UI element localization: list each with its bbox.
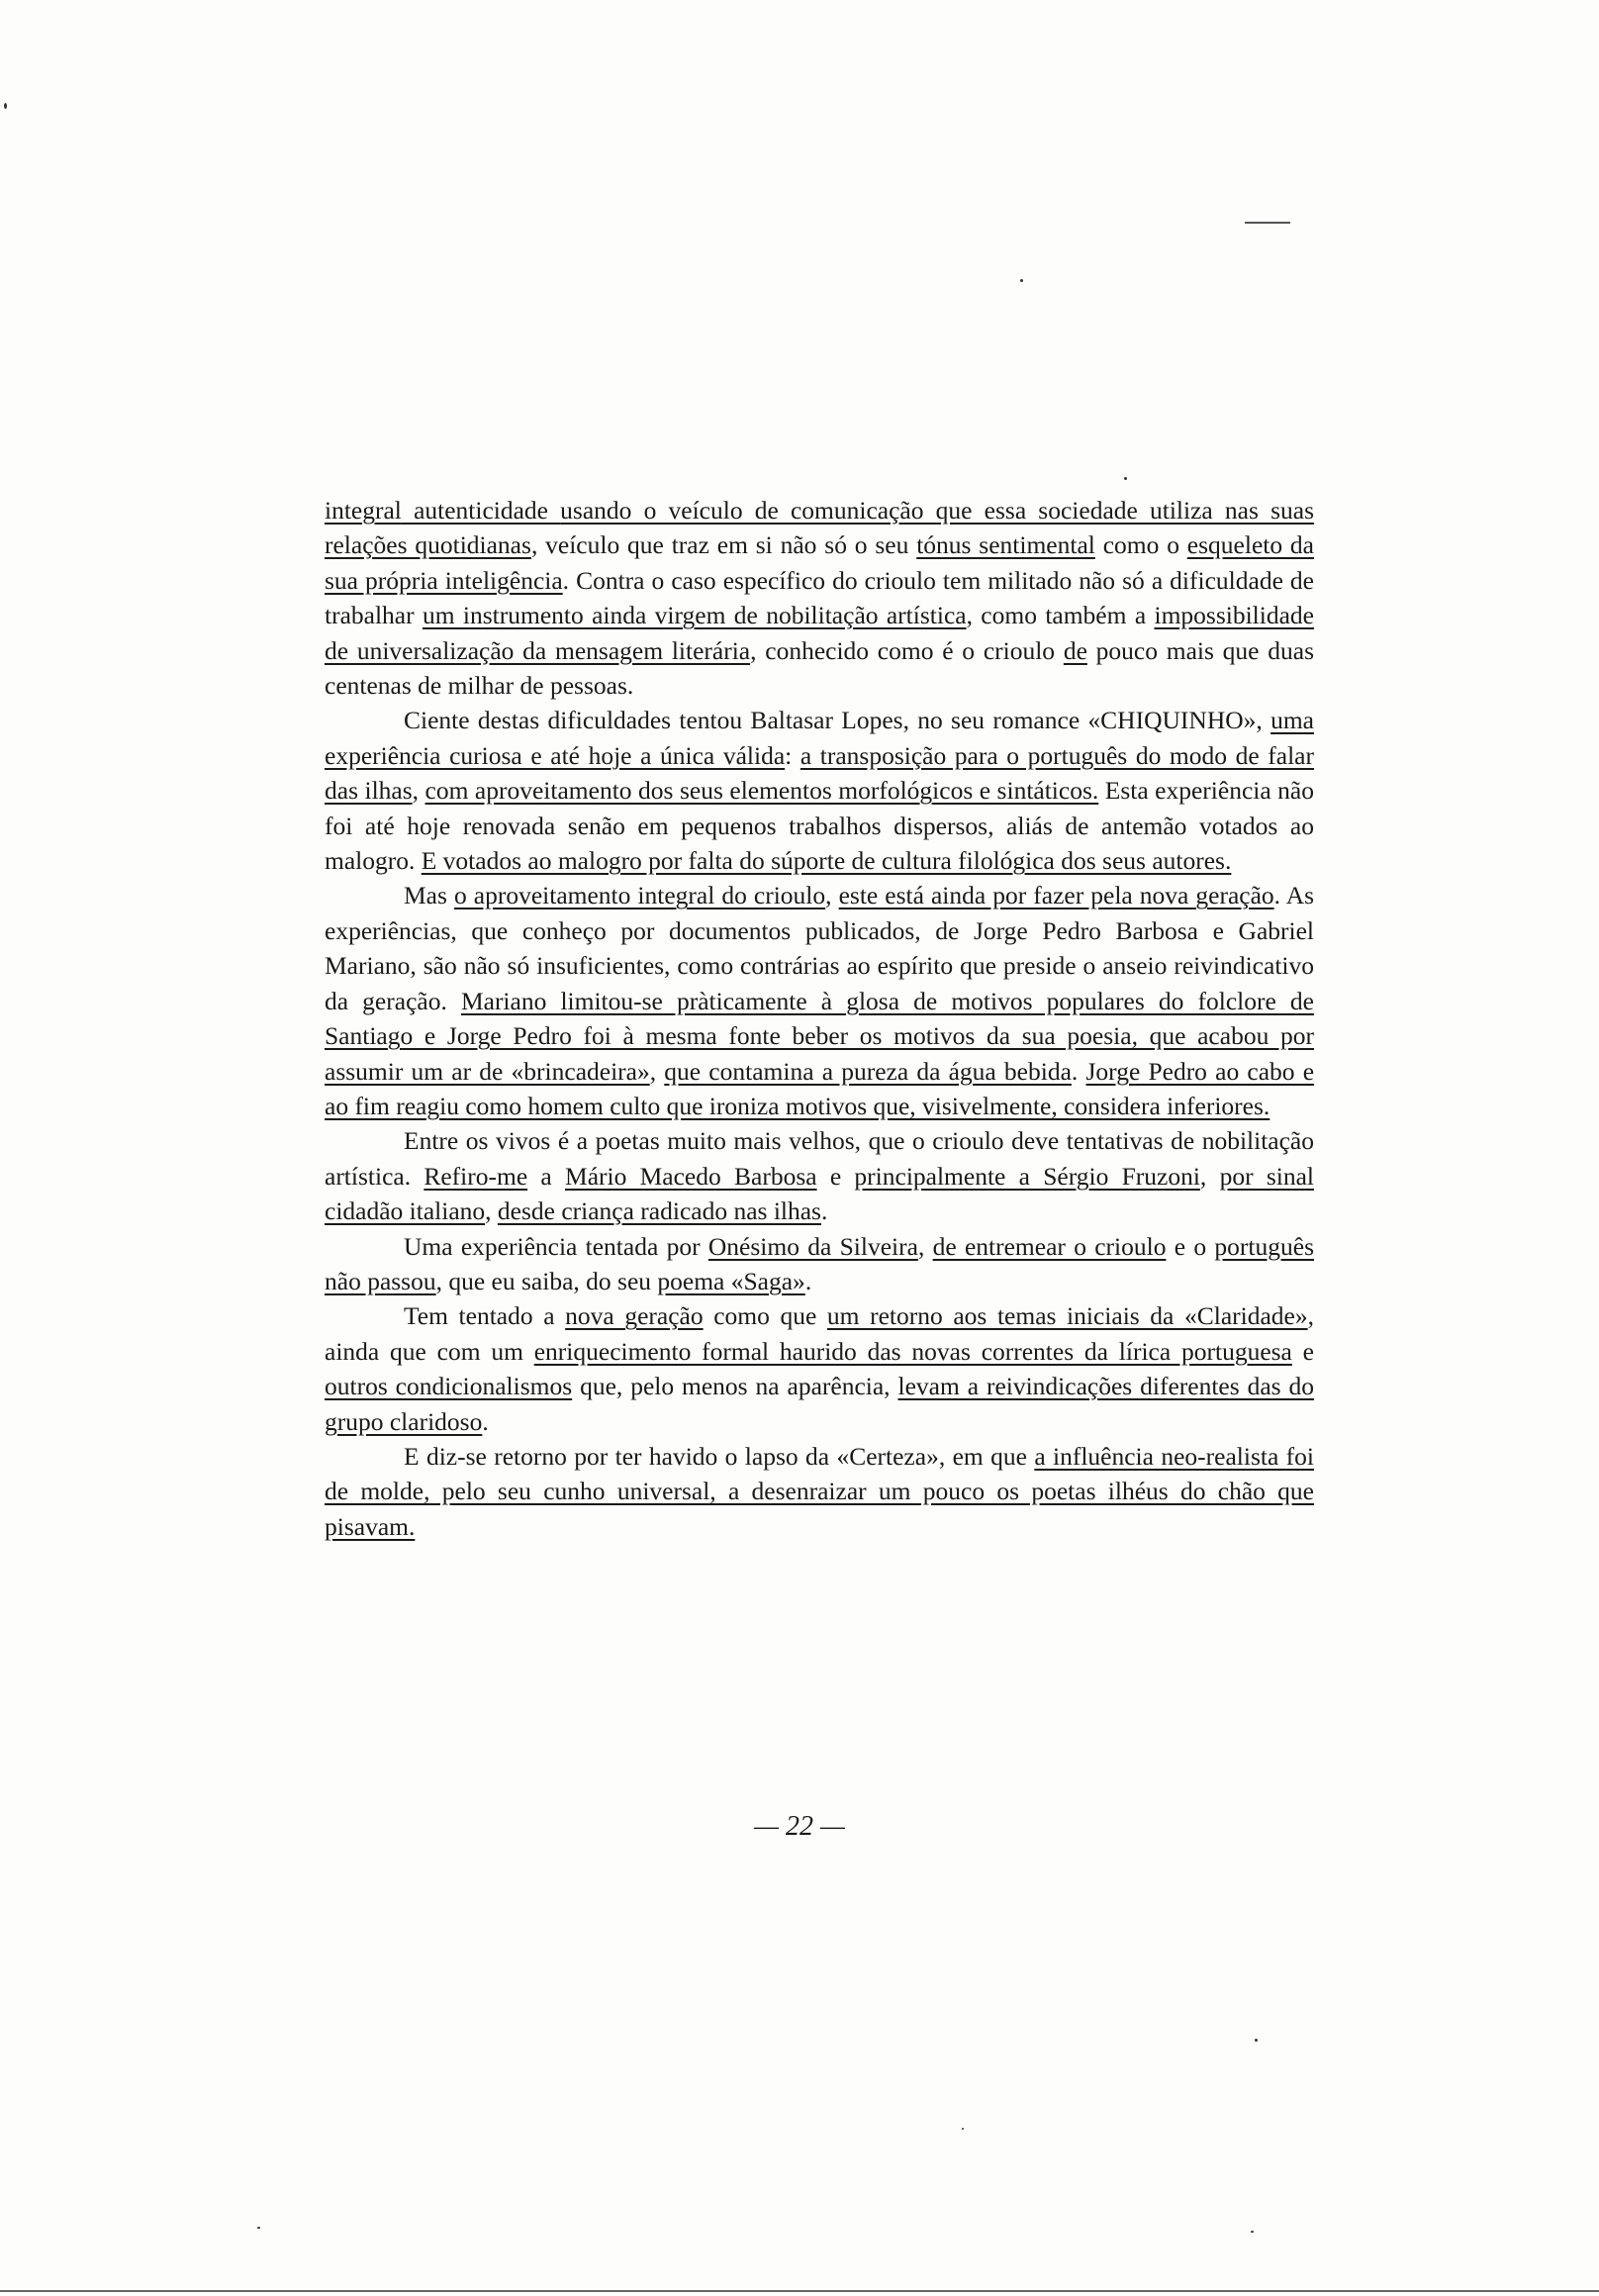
page-bottom-edge — [0, 2290, 1599, 2292]
underlined-text: o aproveitamento integral do crioulo — [453, 881, 826, 910]
underlined-text: usando o veículo de — [560, 496, 791, 525]
underlined-text: português não passou — [325, 1231, 1314, 1295]
underlined-text: um retorno aos temas iniciais da «Claridade» — [826, 1301, 1308, 1331]
paragraph — [325, 493, 1314, 703]
text-run: , conhecido como é o crioulo — [750, 635, 1064, 665]
text-run: : — [785, 740, 800, 770]
scan-speck — [4, 103, 7, 109]
scan-speck — [1020, 279, 1023, 282]
scan-speck — [1251, 2231, 1254, 2233]
scan-speck — [257, 2227, 260, 2229]
page-number: — 22 — — [754, 1811, 845, 1842]
underlined-text: desde criança radicado nas ilhas — [497, 1196, 821, 1226]
paragraph — [325, 1298, 1314, 1439]
underlined-text: a influência neo-realista foi de molde, pelo seu cunho universal, a desenraizar um pouco os poetas ilhéus do chão que pisavam. — [325, 1441, 1314, 1541]
text-run: , que eu saiba, do seu — [435, 1266, 658, 1295]
paragraph — [325, 1439, 1314, 1544]
text-run: , — [917, 1231, 933, 1261]
text-run: , ainda que com um — [325, 1301, 1314, 1366]
text-run: Ciente destas dificuldades tentou Baltasar Lopes, no seu romance «CHIQUINHO», — [404, 706, 1271, 735]
underlined-text: levam a reivindicações diferentes das do grupo claridoso — [325, 1372, 1314, 1436]
text-run: . As experiências, que conheço por documentos publicados, de Jorge Pedro Barbosa e Gabriel Mariano, são não só insuficientes, como contrárias ao espírito que preside o anseio reivindicativo da geração. — [325, 881, 1315, 1015]
scan-speck — [1255, 2039, 1258, 2042]
text-run: Uma experiência tentada por — [404, 1231, 708, 1261]
text-run: como que — [703, 1301, 827, 1331]
text-run: . — [804, 1266, 812, 1295]
paragraph — [325, 878, 1314, 1123]
underlined-text: autenticidade — [401, 496, 561, 525]
paragraph — [325, 1229, 1314, 1299]
text-run: . — [1071, 1056, 1086, 1086]
text-run: pouco mais que duas centenas de milhar de pessoas. — [325, 635, 1314, 701]
text-run: Esta experiência não foi até hoje renovada senão em pequenos trabalhos dispersos, aliás de antemão votados ao malogro. — [325, 776, 1314, 876]
text-run: Mas — [404, 881, 454, 910]
underlined-text: uma experiência curiosa e até hoje a única válida — [325, 706, 1314, 770]
text-run: E diz-se retorno por ter havido o lapso da «Certeza», em que — [404, 1441, 1035, 1471]
underlined-text: Mário Macedo Barbosa — [565, 1161, 817, 1191]
underlined-text: este está ainda por fazer pela nova geração — [838, 881, 1274, 910]
text-run: Entre os vivos é a poetas muito mais velhos, que o crioulo deve tentativas de nobilitação artística. — [325, 1126, 1314, 1191]
text-run: a — [527, 1161, 566, 1191]
underlined-text: esqueleto da sua própria inteligência — [325, 530, 1315, 595]
text-run: e o — [1166, 1231, 1215, 1261]
text-run: Tem tentado a — [404, 1301, 566, 1331]
underlined-text: comunicação que essa sociedade utiliza nas suas relações quotidianas — [325, 496, 1314, 560]
underlined-text: Mariano limitou-se pràticamente à glosa de motivos populares do folclore de Santiago e Jorge Pedro foi à mesma fonte beber os motivos da sua poesia, que acabou por assumir um ar de «brincadeira» — [325, 986, 1314, 1086]
underlined-text: de — [1063, 635, 1087, 665]
text-run: , — [412, 776, 425, 806]
scan-speck — [1124, 477, 1127, 480]
underlined-text: por sinal cidadão italiano — [325, 1161, 1314, 1226]
scan-speck — [962, 2128, 964, 2130]
text-run: , — [485, 1196, 498, 1226]
underlined-text: um instrumento ainda virgem de nobilitação artística — [422, 601, 967, 630]
body-text — [325, 493, 1314, 1544]
underlined-text: integral — [325, 496, 402, 525]
text-run: , como também a — [966, 601, 1155, 630]
underlined-text: Refiro-me — [423, 1161, 528, 1191]
text-run: . Contra o caso específico do crioulo tem militado não só a dificuldade de trabalhar — [325, 565, 1314, 630]
underlined-text: enriquecimento formal haurido das novas correntes da lírica portuguesa — [533, 1336, 1292, 1366]
underlined-text: a transposição para o português do modo de falar das ilhas — [325, 740, 1314, 806]
underlined-text: tónus sentimental — [916, 530, 1095, 560]
underlined-text: Jorge Pedro ao cabo e ao fim reagiu como homem culto que ironiza motivos que, visivelmente, considera inferiores. — [325, 1056, 1315, 1120]
text-run: , — [649, 1056, 665, 1086]
paragraph — [325, 703, 1314, 878]
underlined-text: outros condicionalismos — [325, 1372, 573, 1401]
underlined-text: com aproveitamento dos seus elementos morfológicos e sintáticos. — [424, 776, 1099, 806]
scan-mark — [1245, 222, 1290, 224]
text-run: , — [1199, 1161, 1220, 1191]
text-run: . — [482, 1406, 489, 1436]
underlined-text: Onésimo da Silveira — [707, 1231, 918, 1261]
text-run: . — [820, 1196, 828, 1226]
text-run: e — [1291, 1336, 1314, 1366]
underlined-text: poema «Saga» — [657, 1266, 805, 1295]
paragraph — [325, 1123, 1314, 1228]
underlined-text: de entremear o crioulo — [932, 1231, 1167, 1261]
text-run: e — [816, 1161, 855, 1191]
underlined-text: principalmente a Sérgio Fruzoni — [854, 1161, 1200, 1191]
underlined-text: impossibilidade de universalização da mensagem literária — [325, 601, 1314, 665]
text-run: que, pelo menos na aparência, — [572, 1372, 898, 1401]
underlined-text: nova geração — [565, 1301, 704, 1331]
underlined-text: E votados ao malogro por falta do súporte de cultura filológica dos seus autores. — [421, 846, 1232, 876]
underlined-text: que contamina a pureza da água bebida — [664, 1056, 1072, 1086]
text-run: , veículo que traz em si não só o seu — [530, 530, 917, 560]
text-run: como o — [1094, 530, 1187, 560]
text-run: , — [825, 881, 839, 910]
